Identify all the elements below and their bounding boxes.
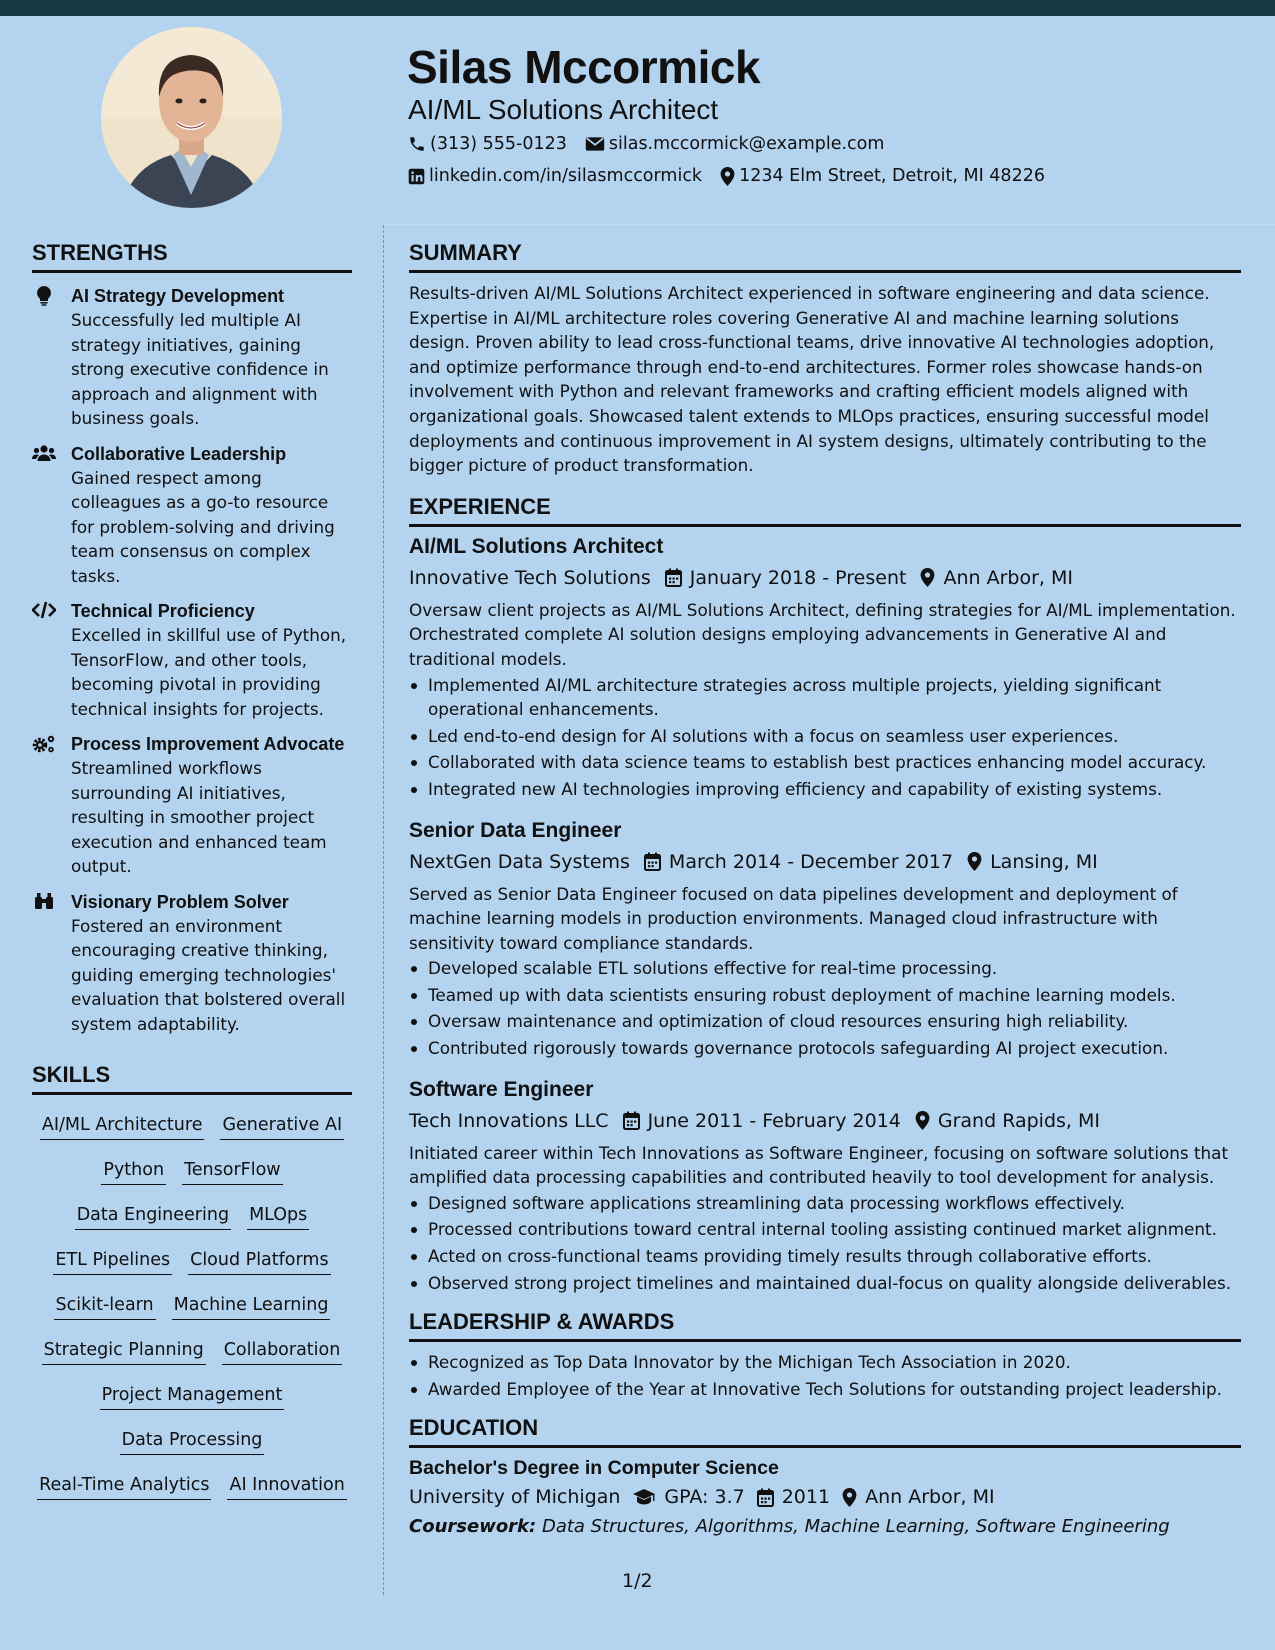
phone-text: (313) 555-0123 [430,134,567,154]
calendar-icon [644,852,661,871]
profile-photo [101,27,282,208]
strength-desc: Gained respect among colleagues as a go-to resource for problem-solving and driving team consensus on complex tasks. [71,467,335,586]
skills-heading: SKILLS [32,1062,352,1095]
skill-tag: Python [101,1159,166,1185]
summary-heading: SUMMARY [409,240,1241,273]
job-title: Senior Data Engineer [409,818,622,842]
strength-title: Visionary Problem Solver [71,891,289,912]
location-text: Ann Arbor, MI [943,566,1073,589]
gpa-text: GPA: 3.7 [664,1486,745,1509]
education-location [842,1482,995,1512]
summary-text: Results-driven AI/ML Solutions Architect experienced in software engineering and data science. Expertise in AI/ML architecture roles covering Generative AI and machine learning solutions design. Proven ability to lead cross-functional teams, drive innovative AI technologies adoption, and optimize performance through end-to-end architectures. Former roles showcase hands-on involvement with Python and relevant frameworks and crafting efficient models aligned with organizational goals. Showcased talent extends to MLOps practices, ensuring successful model deployments and continuous improvement in AI system designs, ultimately contributing to the bigger picture of product transformation. [409,283,1215,476]
calendar-icon [665,568,682,587]
left-column [32,240,352,1509]
skill-tag: AI Innovation [227,1474,346,1500]
strength-title: Technical Proficiency [71,601,255,621]
skills-list [32,1104,352,1509]
linkedin-text: linkedin.com/in/silasmccormick [429,166,703,186]
awards-heading: LEADERSHIP & AWARDS [409,1309,1241,1342]
skill-tag: Data Engineering [75,1204,231,1230]
strengths-heading: STRENGTHS [32,240,352,273]
header-divider [383,224,1275,225]
skill-tag: Real-Time Analytics [37,1474,211,1500]
map-pin-icon [915,1111,930,1130]
bullet-item: Observed strong project timelines and maintained dual-focus on quality alongside deliverables. [409,1271,1241,1296]
skill-tag: Strategic Planning [42,1339,206,1365]
job-company [409,847,630,877]
envelope-icon [585,136,605,152]
bullet-item: Acted on cross-functional teams providing timely results through collaborative efforts. [409,1244,1241,1269]
skill-tag: TensorFlow [182,1159,283,1185]
column-divider [383,225,384,1595]
award-item: Awarded Employee of the Year at Innovative Tech Solutions for outstanding project leadership. [409,1377,1241,1402]
company-text: NextGen Data Systems [409,850,630,873]
job-company [409,563,651,593]
skill-tag: ETL Pipelines [53,1249,172,1275]
location-text: Grand Rapids, MI [937,1109,1100,1132]
strength-desc: Successfully led multiple AI strategy initiatives, gaining strong executive confidence in approach and alignment with business goals. [71,310,329,428]
job-dates [644,847,953,877]
linkedin-icon [408,168,425,185]
strength-desc: Streamlined workflows surrounding AI initiatives, resulting in smoother project execution and enhanced team output. [71,758,327,876]
email-text: silas.mccormick@example.com [608,134,885,154]
gears-icon [32,734,56,754]
education-degree: Bachelor's Degree in Computer Science [409,1457,779,1480]
job-description: Initiated career within Tech Innovations as Software Engineer, focusing on software solutions that amplified data processing capabilities and contributed heavily to tool development for analysis. [409,1142,1229,1188]
job-entry [409,817,1241,1061]
education-school [409,1482,620,1512]
bullet-item: Designed software applications streamlining data processing workflows effectively. [409,1191,1241,1216]
calendar-icon [623,1111,640,1130]
job-bullets [409,956,1241,1060]
education-gpa [632,1482,744,1512]
phone-contact[interactable] [408,134,567,154]
location-text: Lansing, MI [990,850,1098,873]
binoculars-icon [32,892,56,912]
calendar-icon [757,1488,774,1507]
candidate-role: AI/ML Solutions Architect [408,94,719,125]
candidate-name: Silas Mccormick [407,41,761,93]
bullet-item: Processed contributions toward central internal tooling assisting continued market alignment. [409,1217,1241,1242]
map-pin-icon [842,1488,857,1507]
skill-tag: AI/ML Architecture [40,1114,205,1140]
education-meta [409,1482,1241,1512]
bullet-item: Integrated new AI technologies improving efficiency and capability of existing systems. [409,777,1241,802]
skill-tag: MLOps [247,1204,309,1230]
job-description: Oversaw client projects as AI/ML Solutions Architect, defining strategies for AI/ML implementation. Orchestrated complete AI solution designs employing advancements in Generative AI and traditional models. [409,599,1236,669]
phone-icon [408,135,426,153]
address-contact [720,166,1045,186]
job-entry [409,1076,1241,1296]
job-bullets [409,1191,1241,1295]
dates-text: June 2011 - February 2014 [647,1109,901,1132]
page-number: 1/2 [622,1570,653,1592]
users-icon [32,444,56,464]
strength-item [32,599,352,721]
address-text: 1234 Elm Street, Detroit, MI 48226 [739,166,1045,186]
job-location [920,563,1073,593]
education-heading: EDUCATION [409,1415,1241,1448]
location-text: Ann Arbor, MI [865,1486,995,1509]
skill-tag: Collaboration [222,1339,343,1365]
education-year [757,1482,830,1512]
job-company [409,1106,609,1136]
bullet-item: Collaborated with data science teams to establish best practices enhancing model accuracy. [409,750,1241,775]
bullet-item: Teamed up with data scientists ensuring robust deployment of machine learning models. [409,983,1241,1008]
strength-desc: Fostered an environment encouraging creative thinking, guiding emerging technologies' evaluation that bolstered overall system adaptability. [71,915,346,1034]
award-item: Recognized as Top Data Innovator by the Michigan Tech Association in 2020. [409,1350,1241,1375]
year-text: 2011 [781,1486,831,1509]
awards-list [409,1350,1241,1401]
skill-tag: Generative AI [220,1114,344,1140]
job-meta [409,563,1241,593]
strength-item [32,442,352,589]
strength-title: Collaborative Leadership [71,443,287,464]
job-meta [409,847,1241,877]
job-bullets [409,673,1241,802]
skill-tag: Cloud Platforms [188,1249,330,1275]
email-contact[interactable] [585,134,885,154]
bullet-item: Contributed rigorously towards governance protocols safeguarding AI project execution. [409,1036,1241,1061]
lightbulb-icon [32,286,56,306]
company-text: Tech Innovations LLC [409,1109,609,1132]
job-meta [409,1106,1241,1136]
job-location [967,847,1098,877]
job-description: Served as Senior Data Engineer focused on data pipelines development and deployment of machine learning models in production environments. Managed cloud infrastructure with sensitivity toward compliance standards. [409,883,1178,953]
right-column [409,240,1241,1542]
company-text: Innovative Tech Solutions [409,566,651,589]
contact-row-1 [408,134,902,154]
linkedin-contact[interactable] [408,166,702,186]
coursework-label: Coursework: [409,1516,537,1538]
coursework-text: Data Structures, Algorithms, Machine Learning, Software Engineering [541,1516,1170,1538]
bullet-item: Oversaw maintenance and optimization of cloud resources ensuring high reliability. [409,1009,1241,1034]
job-entry [409,533,1241,802]
map-pin-icon [967,852,982,871]
job-title: AI/ML Solutions Architect [409,534,664,558]
skill-tag: Project Management [100,1384,285,1410]
dates-text: March 2014 - December 2017 [668,850,954,873]
code-icon [32,601,56,621]
contact-row-2 [408,166,1063,186]
graduation-cap-icon [632,1488,656,1506]
bullet-item: Led end-to-end design for AI solutions with a focus on seamless user experiences. [409,724,1241,749]
strength-title: AI Strategy Development [71,286,285,306]
dates-text: January 2018 - Present [689,566,907,589]
skill-tag: Data Processing [120,1429,265,1455]
strength-title: Process Improvement Advocate [71,734,345,754]
strength-item [32,284,352,431]
skill-tag: Scikit-learn [54,1294,156,1320]
strength-desc: Excelled in skillful use of Python, TensorFlow, and other tools, becoming pivotal in providing technical insights for projects. [71,625,347,719]
strength-item [32,890,352,1037]
bullet-item: Implemented AI/ML architecture strategies across multiple projects, yielding significant operational enhancements. [409,673,1241,722]
bullet-item: Developed scalable ETL solutions effective for real-time processing. [409,956,1241,981]
job-dates [623,1106,901,1136]
skill-tag: Machine Learning [172,1294,331,1320]
job-dates [665,563,907,593]
education-coursework [409,1512,1241,1542]
top-bar [0,0,1275,16]
strength-item [32,732,352,879]
school-text: University of Michigan [409,1486,621,1509]
map-pin-icon [720,167,735,186]
map-pin-icon [920,568,935,587]
job-location [915,1106,1100,1136]
job-title: Software Engineer [409,1077,594,1101]
experience-heading: EXPERIENCE [409,494,1241,527]
